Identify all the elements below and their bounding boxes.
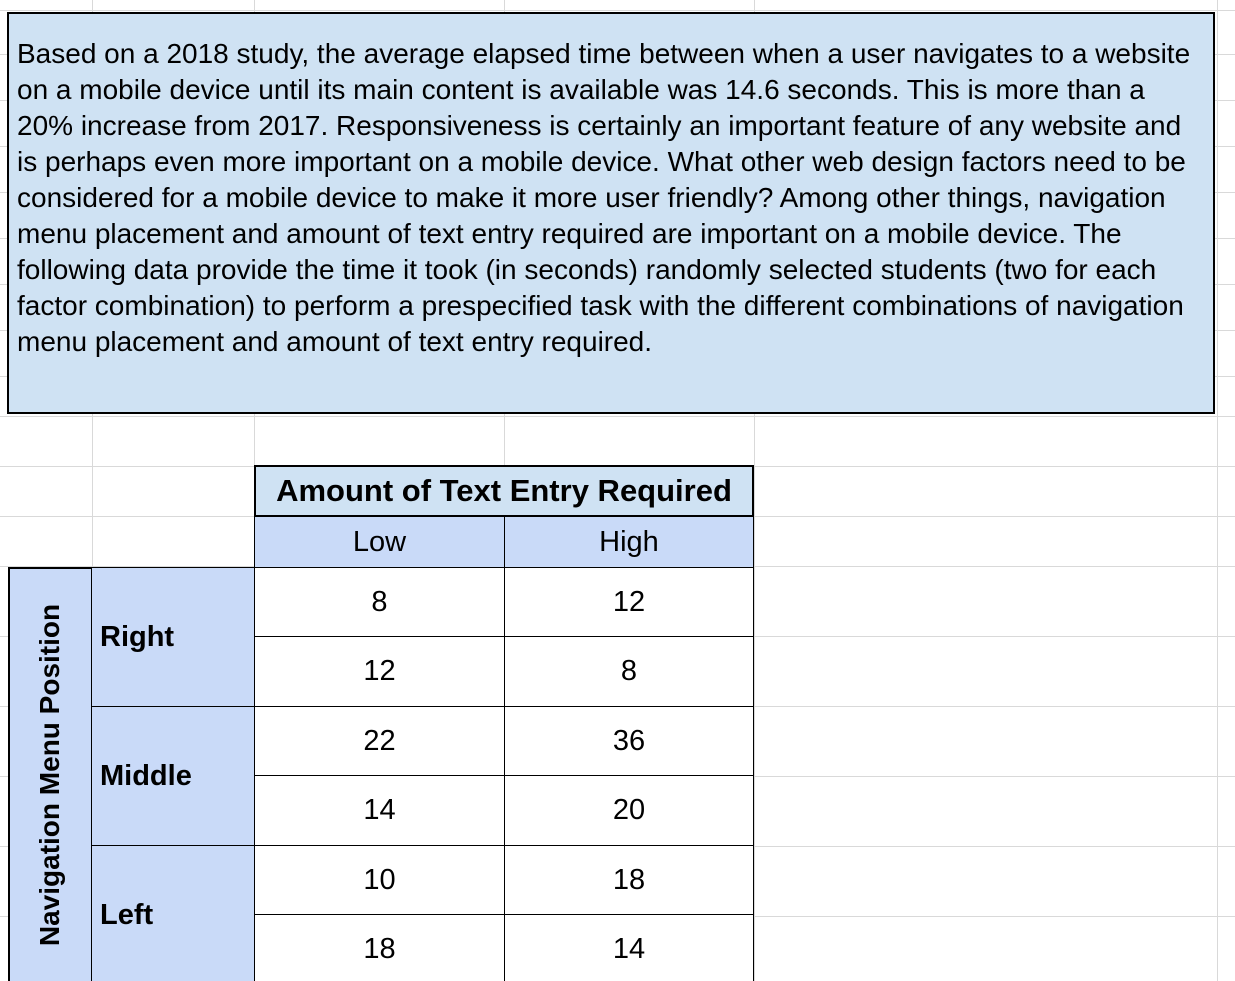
problem-description-text: Based on a 2018 study, the average elapsed time between when a user navigates to a website on a mobile device until its main content is available was 14.6 seconds. This is more than a 20% increase from 2017. Responsiveness is certainly an important feature of any website and is perhaps even more important on a mobile device. What other web design factors need to be considered for a mobile device to make it more user friendly? Among other things, navigation menu placement and amount of text entry required are important on a mobile device. The following data provide the time it took (in seconds) randomly selected students (two for each factor combination) to perform a prespecified task with the different combinations of navigation menu placement and amount of text entry required.	[17, 38, 1191, 357]
grid-line	[0, 416, 1235, 417]
data-value: 8	[371, 585, 388, 618]
row-label-right[interactable]	[91, 567, 255, 707]
data-cell-right-low-1[interactable]	[254, 567, 505, 637]
grid-line	[1217, 0, 1218, 981]
row-factor-header[interactable]	[8, 567, 92, 981]
data-cell-middle-low-1[interactable]	[254, 706, 505, 776]
data-value: 22	[363, 724, 396, 757]
data-cell-right-high-2[interactable]	[504, 636, 754, 707]
data-cell-right-low-2[interactable]	[254, 636, 505, 707]
data-value: 12	[612, 585, 646, 618]
column-level-high[interactable]	[504, 516, 754, 568]
data-cell-middle-low-2[interactable]	[254, 775, 505, 846]
data-value: 10	[363, 863, 396, 896]
column-level-low[interactable]	[254, 516, 505, 568]
row-label-left[interactable]	[91, 845, 255, 981]
data-cell-right-high-1[interactable]	[504, 567, 754, 637]
data-cell-left-high-2[interactable]	[504, 914, 754, 981]
data-value: 18	[363, 933, 396, 965]
data-value: 36	[612, 724, 646, 757]
column-level-label: High	[599, 525, 659, 558]
data-cell-left-high-1[interactable]	[504, 845, 754, 915]
data-cell-left-low-2[interactable]	[254, 914, 505, 981]
data-cell-middle-high-1[interactable]	[504, 706, 754, 776]
row-factor-label: Navigation Menu Position	[34, 603, 66, 947]
row-label-text: Left	[100, 898, 154, 931]
data-value: 20	[612, 794, 646, 826]
grid-line	[0, 10, 1235, 11]
data-cell-middle-high-2[interactable]	[504, 775, 754, 846]
row-label-text: Middle	[100, 759, 192, 792]
problem-description-cell[interactable]	[7, 12, 1215, 414]
data-value: 12	[363, 655, 396, 687]
data-cell-left-low-1[interactable]	[254, 845, 505, 915]
data-value: 14	[363, 794, 396, 826]
row-label-middle[interactable]	[91, 706, 255, 846]
row-label-text: Right	[100, 620, 175, 653]
data-value: 14	[612, 933, 646, 965]
column-factor-header[interactable]	[254, 465, 754, 517]
column-level-label: Low	[352, 525, 407, 558]
data-value: 8	[620, 655, 638, 687]
column-factor-label: Amount of Text Entry Required	[276, 473, 732, 508]
data-value: 18	[612, 863, 646, 896]
